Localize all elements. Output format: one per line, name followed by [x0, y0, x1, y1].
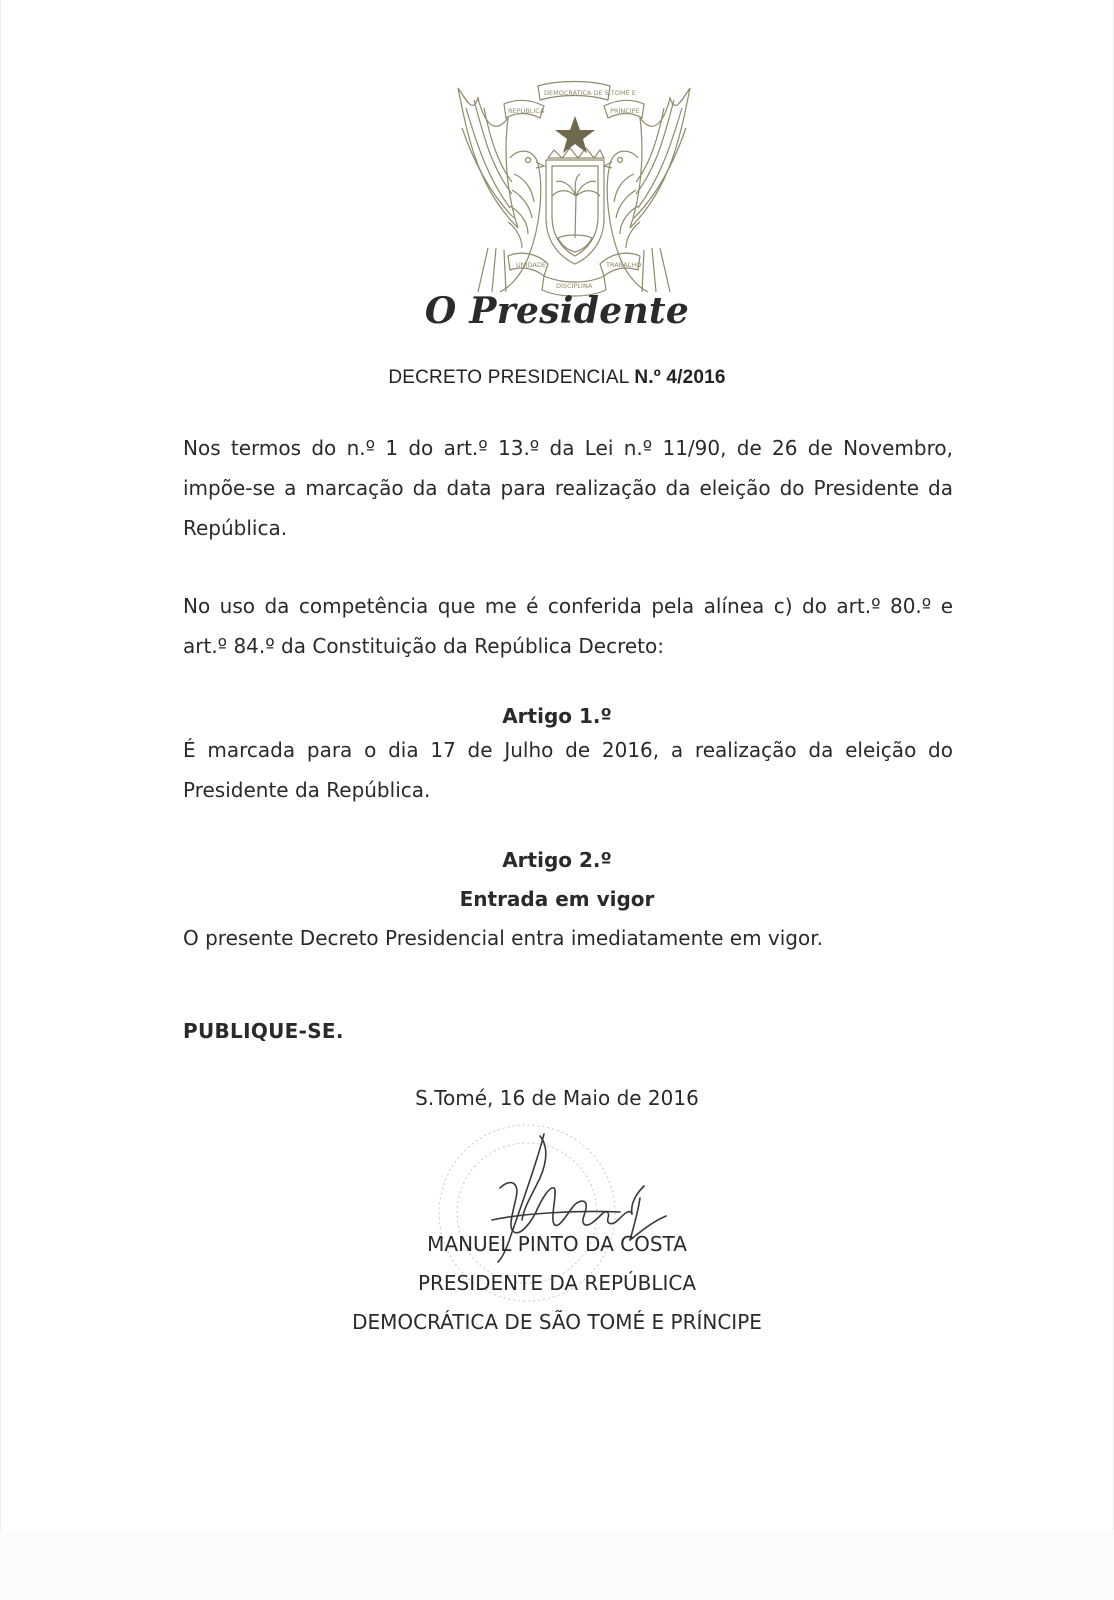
- signatory-title-2: DEMOCRÁTICA DE SÃO TOMÉ E PRÍNCIPE: [352, 1310, 762, 1334]
- emblem-motto-bottom-right: TRABALHO: [606, 261, 642, 269]
- decree-number: [0, 367, 1114, 389]
- place-date: S.Tomé, 16 de Maio de 2016: [415, 1086, 699, 1110]
- article-1-text: É marcada para o dia 17 de Julho de 2016, a realização da eleição do Presidente da República.: [183, 738, 953, 802]
- signatory-title-1: PRESIDENTE DA REPÚBLICA: [417, 1271, 697, 1295]
- article-2-subheading: Entrada em vigor: [459, 887, 655, 911]
- coat-of-arms-icon: [448, 78, 700, 300]
- scan-bottom-margin: [0, 1530, 1114, 1600]
- paragraph-legal-basis: Nos termos do n.º 1 do art.º 13.º da Lei n.º 11/90, de 26 de Novembro, impõe-se a marcação da data para realização da eleição do Presidente da República.: [183, 436, 953, 540]
- article-2-text: O presente Decreto Presidencial entra imediatamente em vigor.: [183, 926, 823, 950]
- closing-publish: PUBLIQUE-SE.: [183, 1019, 344, 1043]
- decree-number-value: N.º 4/2016: [634, 367, 726, 388]
- emblem-motto-top: DEMOCRÁTICA DE S.TOMÉ E: [544, 89, 636, 97]
- page-title: O Presidente: [424, 290, 690, 332]
- signatory-name: MANUEL PINTO DA COSTA: [427, 1232, 687, 1256]
- decree-prefix: DECRETO PRESIDENCIAL: [388, 367, 635, 388]
- emblem-motto-left: REPÚBLICA: [508, 107, 545, 115]
- article-1-heading: Artigo 1.º: [502, 704, 612, 728]
- emblem-motto-bottom-center: DISCIPLINA: [556, 282, 593, 290]
- paragraph-competence: No uso da competência que me é conferida pela alínea c) do art.º 80.º e art.º 84.º da Constituição da República Decreto:: [183, 594, 953, 658]
- emblem-motto-right: PRÍNCIPE: [610, 107, 640, 115]
- article-2-heading: Artigo 2.º: [502, 848, 612, 872]
- emblem-motto-bottom-left: UNIDADE: [516, 261, 546, 269]
